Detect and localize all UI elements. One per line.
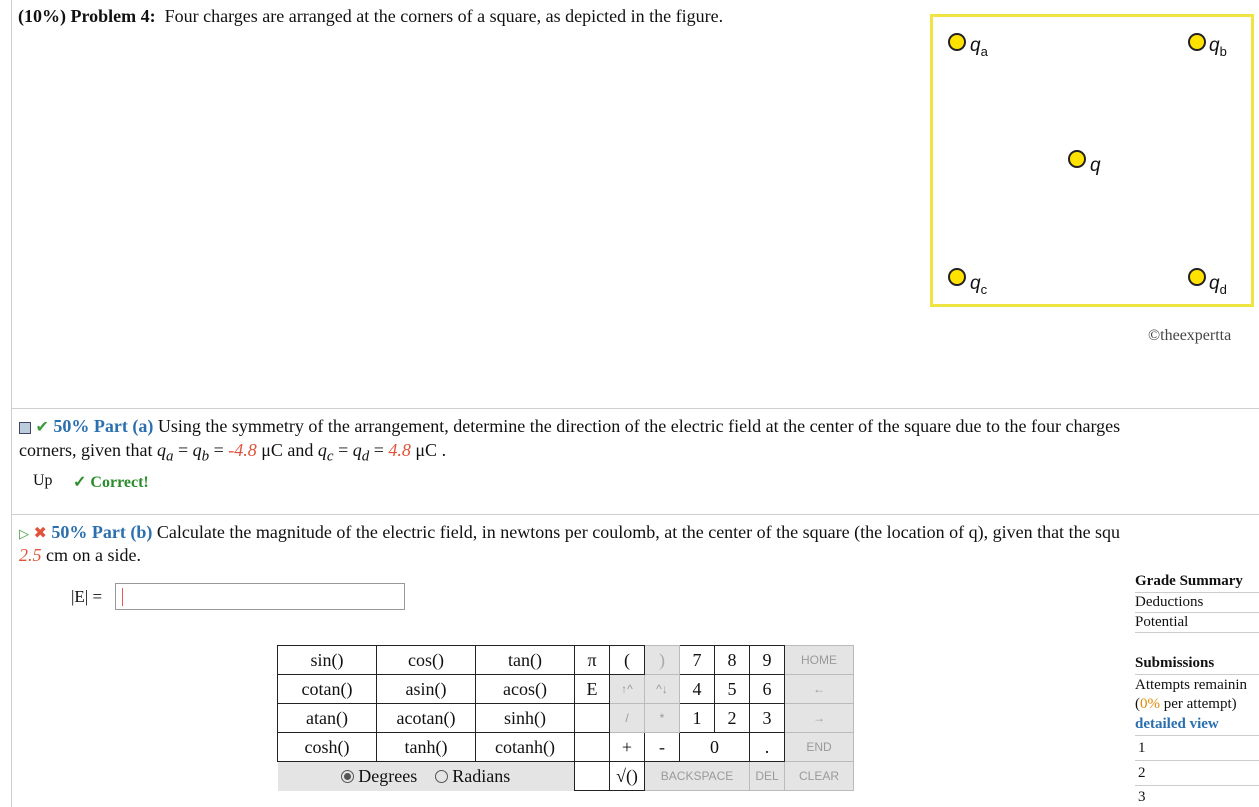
cos-button[interactable]: cos() — [377, 646, 476, 675]
cosh-button[interactable]: cosh() — [278, 733, 377, 762]
backspace-button[interactable]: BACKSPACE — [645, 762, 750, 791]
part-a-line2: corners, given that $q_a = q_b = -4.8$ μC and $q_c = q_d = 4.8$ μC . — [19, 440, 447, 465]
part-b-title[interactable]: 50% Part (b) — [51, 522, 153, 542]
left-arrow-button[interactable]: ← — [785, 675, 854, 704]
incorrect-x-icon: ✖ — [33, 525, 47, 542]
digit-0-button[interactable]: 0 — [680, 733, 750, 762]
grade-summary-title: Grade Summary — [1135, 573, 1243, 589]
asin-button[interactable]: asin() — [377, 675, 476, 704]
checkmark-icon: ✔ — [35, 419, 49, 436]
sinh-button[interactable]: sinh() — [476, 704, 575, 733]
text-cursor — [122, 588, 123, 606]
sqrt-button[interactable]: √() — [610, 762, 645, 791]
charge-qa-label: $q_a$ — [970, 35, 988, 59]
up-caret-button[interactable]: ↑^ — [610, 675, 645, 704]
potential-label: Potential — [1135, 614, 1189, 630]
charge-q-label: q — [1090, 155, 1101, 176]
submission-row-2: 2 — [1138, 765, 1146, 781]
divider — [1135, 674, 1259, 675]
charge-qd-label: $q_d$ — [1209, 273, 1227, 297]
digit-2-button[interactable]: 2 — [715, 704, 750, 733]
acotan-button[interactable]: acotan() — [377, 704, 476, 733]
digit-9-button[interactable]: 9 — [750, 646, 785, 675]
del-button[interactable]: DEL — [750, 762, 785, 791]
clear-button[interactable]: CLEAR — [785, 762, 854, 791]
radians-label: Radians — [452, 765, 511, 786]
angle-mode-row — [278, 762, 575, 791]
part-b-line2: 2.5 cm on a side. — [19, 545, 141, 565]
copyright: ©theexpertta — [1148, 327, 1232, 344]
divider — [12, 514, 1259, 515]
digit-4-button[interactable]: 4 — [680, 675, 715, 704]
charge-qa-icon — [948, 33, 966, 51]
play-icon[interactable]: ▷ — [19, 526, 29, 541]
right-arrow-button[interactable]: → — [785, 704, 854, 733]
answer-input[interactable] — [115, 583, 405, 610]
attempts-remaining: Attempts remainin — [1135, 677, 1248, 693]
divider — [1135, 785, 1259, 786]
digit-3-button[interactable]: 3 — [750, 704, 785, 733]
radians-radio[interactable] — [435, 770, 448, 783]
part-a-text: Using the symmetry of the arrangement, determine the direction of the electric field at the center of the square due to the four charges — [157, 416, 1121, 436]
digit-6-button[interactable]: 6 — [750, 675, 785, 704]
divider — [1135, 735, 1259, 736]
end-button[interactable]: END — [785, 733, 854, 762]
e-button[interactable]: E — [575, 675, 610, 704]
sin-button[interactable]: sin() — [278, 646, 377, 675]
cotan-button[interactable]: cotan() — [278, 675, 377, 704]
submission-row-3: 3 — [1138, 789, 1146, 805]
divider — [1135, 612, 1259, 613]
field-label: |E| = — [71, 587, 103, 606]
part-b-text: Calculate the magnitude of the electric field, in newtons per coulomb, at the center of the square (the location of q), given that the squ — [156, 522, 1121, 542]
left-border — [11, 0, 12, 807]
divider — [1135, 632, 1259, 633]
tan-button[interactable]: tan() — [476, 646, 575, 675]
detailed-view-link[interactable]: detailed view — [1135, 716, 1219, 732]
correct-badge: ✓ Correct! — [73, 474, 149, 491]
submissions-title: Submissions — [1135, 655, 1215, 671]
home-button[interactable]: HOME — [785, 646, 854, 675]
degrees-label: Degrees — [358, 765, 418, 786]
degrees-radio[interactable] — [341, 770, 354, 783]
charge-qb-icon — [1188, 33, 1206, 51]
collapse-icon[interactable] — [19, 422, 31, 434]
open-paren-button[interactable]: ( — [610, 646, 645, 675]
submission-row-1: 1 — [1138, 740, 1146, 756]
divider — [1135, 592, 1259, 593]
pi-button[interactable]: π — [575, 646, 610, 675]
charge-qb-label: $q_b$ — [1209, 35, 1227, 59]
minus-button[interactable]: - — [645, 733, 680, 762]
per-attempt: (0% per attempt) — [1135, 696, 1237, 712]
divide-button[interactable]: / — [610, 704, 645, 733]
problem-statement — [18, 6, 723, 27]
blank-key — [575, 704, 610, 733]
digit-1-button[interactable]: 1 — [680, 704, 715, 733]
problem-text: Four charges are arranged at the corners of a square, as depicted in the figure. — [164, 6, 724, 26]
part-a-title[interactable]: 50% Part (a) — [53, 416, 154, 436]
down-caret-button[interactable]: ^↓ — [645, 675, 680, 704]
cotanh-button[interactable]: cotanh() — [476, 733, 575, 762]
side-length-value: 2.5 — [19, 545, 42, 565]
blank-key — [575, 733, 610, 762]
divider — [1135, 760, 1259, 761]
atan-button[interactable]: atan() — [278, 704, 377, 733]
plus-button[interactable]: + — [610, 733, 645, 762]
digit-5-button[interactable]: 5 — [715, 675, 750, 704]
charge-qd-icon — [1188, 268, 1206, 286]
part-a-header — [19, 416, 1120, 437]
qa-qb-value: -4.8 — [228, 440, 257, 460]
divider — [12, 408, 1259, 409]
charge-qc-label: $q_c$ — [970, 273, 988, 297]
acos-button[interactable]: acos() — [476, 675, 575, 704]
charge-square-figure — [930, 14, 1254, 307]
multiply-button[interactable]: * — [645, 704, 680, 733]
charge-q-icon — [1068, 150, 1086, 168]
blank-key — [575, 762, 610, 791]
digit-8-button[interactable]: 8 — [715, 646, 750, 675]
charge-qc-icon — [948, 268, 966, 286]
part-a-answer: Up — [33, 472, 53, 489]
decimal-button[interactable]: . — [750, 733, 785, 762]
tanh-button[interactable]: tanh() — [377, 733, 476, 762]
part-b-header — [19, 522, 1120, 543]
problem-label: Problem 4: — [70, 6, 156, 26]
problem-percent: (10%) — [18, 6, 66, 26]
close-paren-button[interactable]: ) — [645, 646, 680, 675]
digit-7-button[interactable]: 7 — [680, 646, 715, 675]
calculator — [277, 645, 854, 791]
qc-qd-value: 4.8 — [388, 440, 411, 460]
deductions-label: Deductions — [1135, 594, 1204, 610]
